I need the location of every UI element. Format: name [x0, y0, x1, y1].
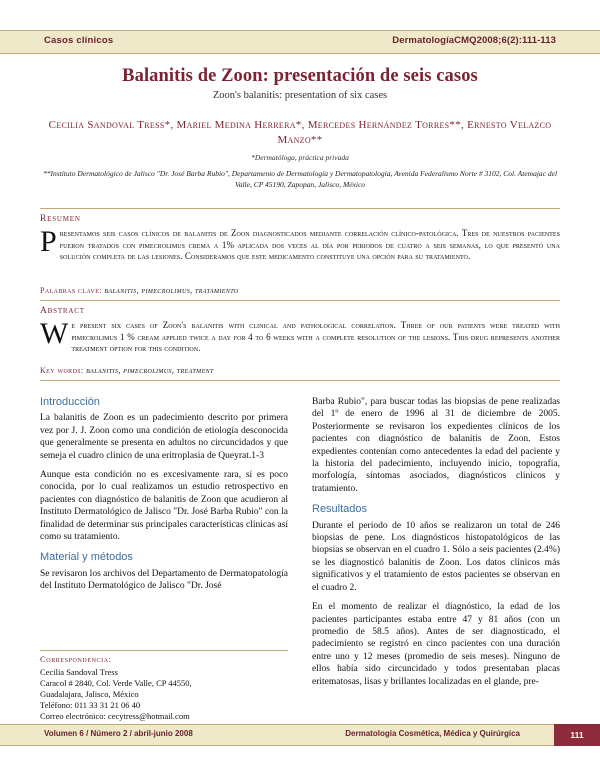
correspondence-phone: Teléfono: 011 33 31 21 06 40 — [40, 700, 141, 710]
methods-paragraph-1: Se revisaron los archivos del Departamento de Dermatopatología del Instituto Dermatológico de Jalisco "Dr. José — [40, 568, 288, 592]
resumen-text — [40, 225, 560, 263]
abstract-dropcap: W — [40, 317, 69, 350]
correspondence-address-1: Caracol # 2840, Col. Verde Valle, CP 44550, — [40, 678, 192, 688]
divider-rule-bottom — [40, 380, 560, 381]
resumen-body: resentamos seis casos clínicos de balanitis de Zoon diagnosticados mediante correlación clínico-patológica. Tres de nuestros pacientes fueron tratados con pimecrolimus crema a 1% aplicada dos veces al día por periodos de cuatro a seis semanas, lo que presentó una solución completa de las lesiones. Consideramos que este medicamento constituye una opción para su tratamiento. — [59, 228, 560, 262]
heading-introduccion: Introducción — [40, 396, 100, 408]
affiliation-note: **Instituto Dermatológico de Jalisco "Dr. José Barba Rubio", Departamento de Dermatología y Dermatopatología, Avenida Federalismo Norte # 3102, Col. Atemajac del Valle, CP 45190, Zapopan, Jalisco, México — [42, 169, 558, 189]
results-paragraph-2: En el momento de realizar el diagnóstico, la edad de los pacientes participantes estaba entre 47 y 81 años (con un promedio de 58.5 años). Antes de ser diagnosticado, el padecimiento se registró en cinco pacientes con una duración entre uno y 12 meses (promedio de seis meses). Ninguno de ellos había sido circuncidado y todos presentaban placas eritematosas, lisas y brillantes localizadas en el glande, pre- — [312, 602, 560, 687]
heading-material-y-metodos: Material y métodos — [40, 551, 133, 564]
correspondence-name: Cecilia Sandoval Tress — [40, 667, 118, 677]
resumen-keywords — [40, 286, 560, 295]
divider-rule-mid — [40, 300, 560, 301]
footer-journal-name: Dermatología Cosmética, Médica y Quirúrgica — [345, 729, 520, 738]
footer-issue-info: Volumen 6 / Número 2 / abril-junio 2008 — [44, 729, 193, 738]
abstract-body: e present six cases of Zoon's balanitis with clinical and pathological correlation. Three of our patients were treated with pimecrolimus 1 % cream applied twice a day for 4 to 6 weeks with a complete resolution of the lesions. This drug represents another treatment option for this condition. — [71, 320, 560, 354]
correspondence-email: Correo electrónico: cecytress@hotmail.com — [40, 711, 190, 721]
correspondence-body — [40, 667, 288, 722]
footer-page-number: 111 — [554, 724, 600, 746]
divider-rule-top — [40, 208, 560, 209]
header-citation: DermatologíaCMQ2008;6(2):111-113 — [392, 35, 556, 46]
body-column-right — [312, 396, 560, 695]
keywords-label-es: Palabras clave: — [40, 286, 102, 295]
abstract-heading: Abstract — [40, 306, 85, 316]
author-role-note: *Dermatóloga, práctica privada — [251, 153, 349, 162]
author-list: Cecilia Sandoval Tress*, Mariel Medina Herrera*, Mercedes Hernández Torres**, Ernesto Velazco Manzo** — [48, 119, 552, 146]
header-section-label: Casos clínicos — [44, 35, 114, 46]
heading-resultados: Resultados — [312, 503, 368, 516]
page-subtitle: Zoon's balanitis: presentation of six cases — [212, 90, 388, 101]
keywords-label-en: Key words: — [40, 366, 84, 375]
correspondence-rule — [40, 650, 288, 651]
correspondence-address-2: Guadalajara, Jalisco, México — [40, 689, 139, 699]
results-paragraph-1: Durante el periodo de 10 años se realizaron un total de 246 biopsias de pene. Los diagnósticos histopatológicos de las biopsias se observan en el cuadro 1. Sólo a seis pacientes (2.4%) se les diagnosticó balanitis de Zoon. Los datos clínicos más significativos y el tratamiento de estos pacientes se observan en el cuadro 2. — [312, 520, 560, 593]
methods-paragraph-2: Barba Rubio", para buscar todas las biopsias de pene realizadas del 1º de enero de 1996 al 31 de diciembre de 2005. Posteriormente se revisaron los expedientes clínicos de los pacientes con diagnóstico de balanitis de Zoon. Estos expedientes contenían como antecedentes la edad del paciente y la historia del padecimiento, incluyendo inicio, topografía, morfología, síntomas asociados, diagnósticos clínicos y tratamiento. — [312, 397, 560, 494]
resumen-heading: Resumen — [40, 214, 81, 224]
keywords-values-es: balanitis, pimecrolimus, tratamiento — [104, 286, 239, 295]
correspondence-heading: Correspondencia: — [40, 654, 112, 664]
intro-paragraph-1: La balanitis de Zoon es un padecimiento descrito por primera vez por J. J. Zoon como una condición de etiología desconocida que generalmente se presenta en adultos no circuncidados y que semeja el cuadro clínico de una eritroplasia de Queyrat.1-3 — [40, 413, 288, 461]
resumen-dropcap: P — [40, 225, 57, 258]
abstract-text — [40, 317, 560, 355]
correspondence-block — [40, 650, 288, 722]
abstract-keywords — [40, 366, 560, 375]
intro-paragraph-2: Aunque esta condición no es excesivamente rara, sí es poco conocida, por lo cual realizamos un estudio retrospectivo en pacientes con diagnóstico de balanitis de Zoon que acudieron al Instituto Dermatológico de Jalisco "Dr. José Barba Rubio" con la finalidad de determinar sus principales características clínicas así como su tratamiento. — [40, 470, 288, 543]
page-title: Balanitis de Zoon: presentación de seis casos — [122, 66, 478, 86]
keywords-values-en: balanitis, pimecrolimus, treatment — [86, 366, 214, 375]
body-column-left — [40, 396, 288, 600]
